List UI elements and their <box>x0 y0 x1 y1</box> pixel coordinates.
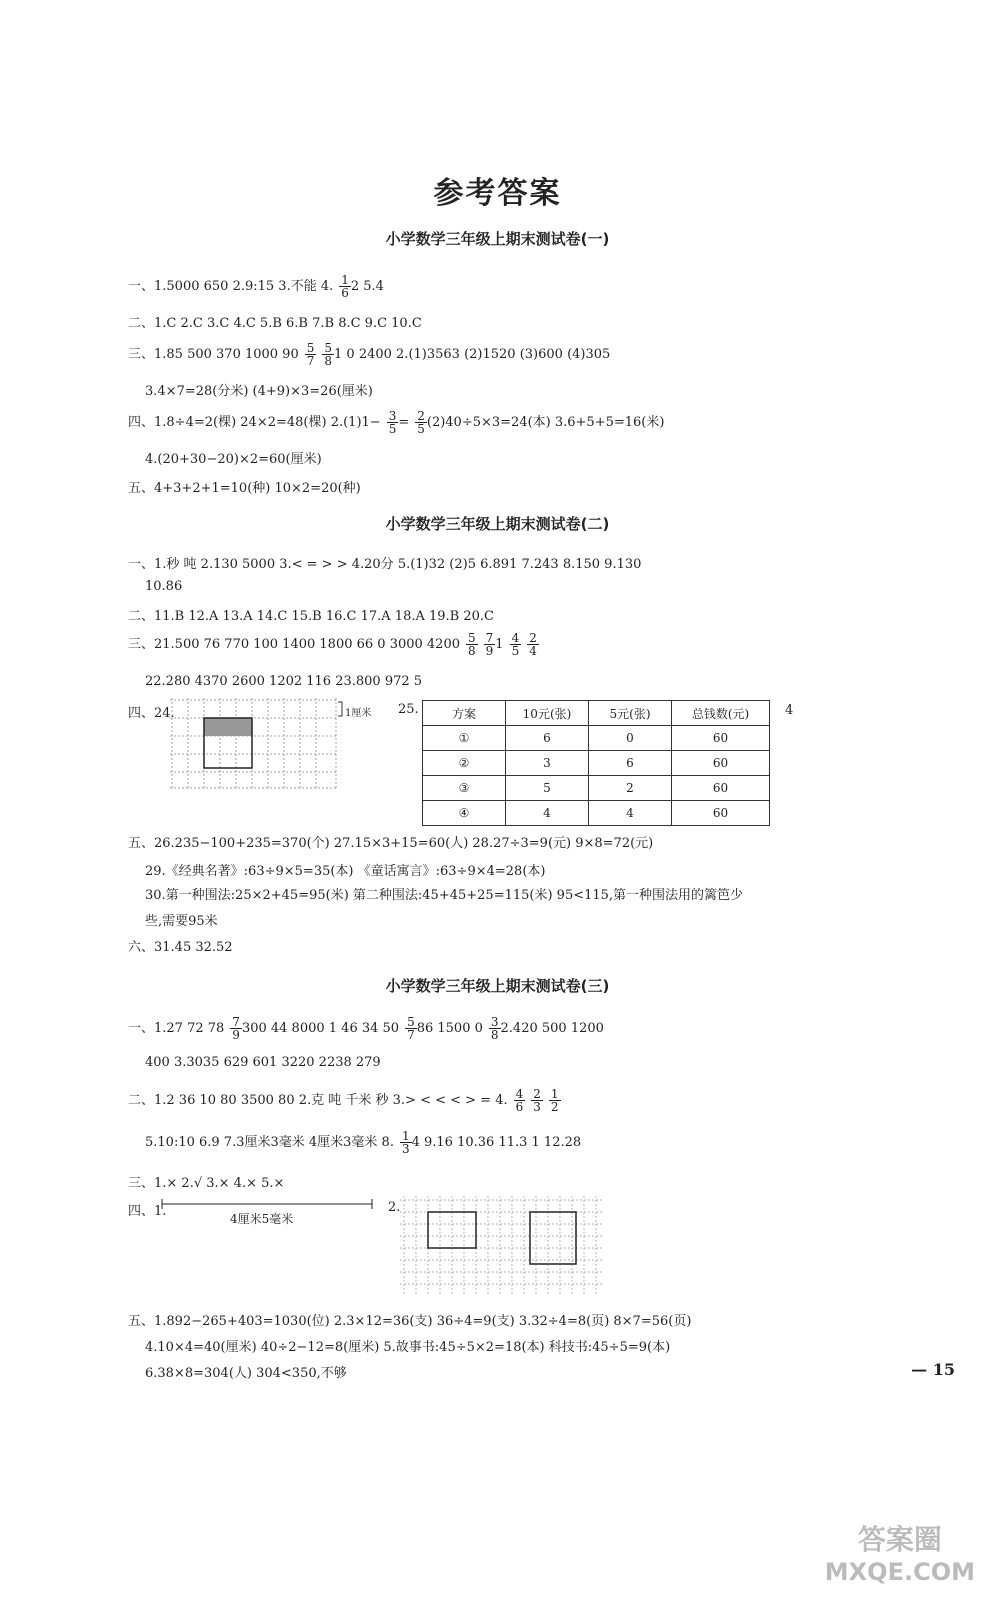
answer-table <box>422 700 770 826</box>
s1-line-1: 一、1.5000 650 2.9:15 3.不能 4. $\frac{1}{6}$ 2 5.4 <box>128 273 384 300</box>
s2-line-9: 些,需要95米 <box>145 914 218 929</box>
s2-line-5: 22.280 4370 2600 1202 116 23.800 972 5 <box>145 674 423 689</box>
s2-line-2: 10.86 <box>145 579 183 594</box>
s1-line-2: 二、1.C 2.C 3.C 4.C 5.B 6.B 7.B 8.C 9.C 10.C <box>128 316 422 331</box>
table-note: 4 <box>785 703 794 718</box>
page-title: 参考答案 <box>433 176 562 211</box>
q24-label: 四、24. <box>128 706 175 721</box>
table-header: 5元(张) <box>589 701 672 726</box>
q4-label: 四、1. <box>128 1204 167 1219</box>
segment-label: 4厘米5毫米 <box>230 1212 294 1226</box>
s2-line-3: 二、11.B 12.A 13.A 14.C 15.B 16.C 17.A 18.A 19.B 20.C <box>128 609 494 624</box>
table-header: 方案 <box>423 701 506 726</box>
section-title-3: 小学数学三年级上期末测试卷(三) <box>385 977 610 995</box>
unit-label: 1厘米 <box>345 708 372 719</box>
watermark-logo: 答案圈 MXQE.COM <box>824 1523 975 1586</box>
table-row: ② 3 6 60 <box>423 751 770 776</box>
s3-line-6: 五、1.892−265+403=1030(位) 2.3×12=36(支) 36÷4=9(支) 3.32÷4=8(页) 8×7=56(页) <box>128 1314 692 1329</box>
s2-line-8: 30.第一种围法:25×2+45=95(米) 第二种围法:45+45+25=115(米) 95<115,第一种围法用的篱笆少 <box>145 888 744 903</box>
table-row: ④ 4 4 60 <box>423 801 770 826</box>
fraction: $\frac{1}{6}$ <box>341 273 349 300</box>
section-title-2: 小学数学三年级上期末测试卷(二) <box>385 515 610 533</box>
s2-line-10: 六、31.45 32.52 <box>128 940 233 955</box>
s1-line-4: 3.4×7=28(分米) (4+9)×3=26(厘米) <box>145 384 373 399</box>
s1-line-6: 4.(20+30−20)×2=60(厘米) <box>145 452 322 467</box>
table-row: ③ 5 2 60 <box>423 776 770 801</box>
page-number: — 15 <box>911 1360 955 1379</box>
s1-line-5: 四、1.8÷4=2(棵) 24×2=48(棵) 2.(1)1− $\frac{3}{5}$ = $\frac{2}{5}$ (2)40÷5×3=24(本) 3.6+5+5=16(米) <box>128 409 665 436</box>
s3-line-1: 一、1.27 72 78 $\frac{7}{9}$ 300 44 8000 1 46 34 50 $\frac{5}{7}$ 86 1500 0 $\frac{3}{8}$ 2.420 500 1200 <box>128 1015 604 1042</box>
q4b-label: 2. <box>388 1200 401 1215</box>
grid-figure-24 <box>170 698 360 790</box>
grid-figure-4-2 <box>400 1196 605 1294</box>
s2-line-1: 一、1.秒 吨 2.130 5000 3.< = > > 4.20分 5.(1)32 (2)5 6.891 7.243 8.150 9.130 <box>128 557 642 572</box>
s3-line-4: 5.10:10 6.9 7.3厘米3毫米 4厘米3毫米 8. $\frac{1}{3}$ 4 9.16 10.36 11.3 1 12.28 <box>145 1129 582 1156</box>
s3-line-8: 6.38×8=304(人) 304<350,不够 <box>145 1366 347 1381</box>
s1-line-7: 五、4+3+2+1=10(种) 10×2=20(种) <box>128 481 361 496</box>
s2-line-4: 三、21.500 76 770 100 1400 1800 66 0 3000 4200 $\frac{5}{8}$ $\frac{7}{9}$ 1 $\frac{4}{5}$ $\frac{2}{4}$ <box>128 631 537 658</box>
s3-line-7: 4.10×4=40(厘米) 40÷2−12=8(厘米) 5.故事书:45÷5×2=18(本) 科技书:45÷5=9(本) <box>145 1340 671 1355</box>
table-header: 10元(张) <box>506 701 589 726</box>
table-header: 总钱数(元) <box>672 701 770 726</box>
section-title-1: 小学数学三年级上期末测试卷(一) <box>385 230 610 248</box>
s3-line-3: 二、1.2 36 10 80 3500 80 2.克 吨 千米 秒 3.> < < < > = 4. $\frac{4}{6}$ $\frac{2}{3}$ $\frac{1}{2}$ <box>128 1087 559 1114</box>
s2-line-7: 29.《经典名著》:63÷9×5=35(本) 《童话寓言》:63÷9×4=28(本) <box>145 864 546 879</box>
s1-line-3: 三、1.85 500 370 1000 90 $\frac{5}{7}$ $\frac{5}{8}$ 1 0 2400 2.(1)3563 (2)1520 (3)600 (4)305 <box>128 341 611 368</box>
q25-label: 25. <box>398 702 419 717</box>
s3-line-5: 三、1.× 2.√ 3.× 4.× 5.× <box>128 1176 285 1191</box>
s2-line-6: 五、26.235−100+235=370(个) 27.15×3+15=60(人) 28.27÷3=9(元) 9×8=72(元) <box>128 836 654 851</box>
s3-line-2: 400 3.3035 629 601 3220 2238 279 <box>145 1055 381 1070</box>
table-row: ① 6 0 60 <box>423 726 770 751</box>
